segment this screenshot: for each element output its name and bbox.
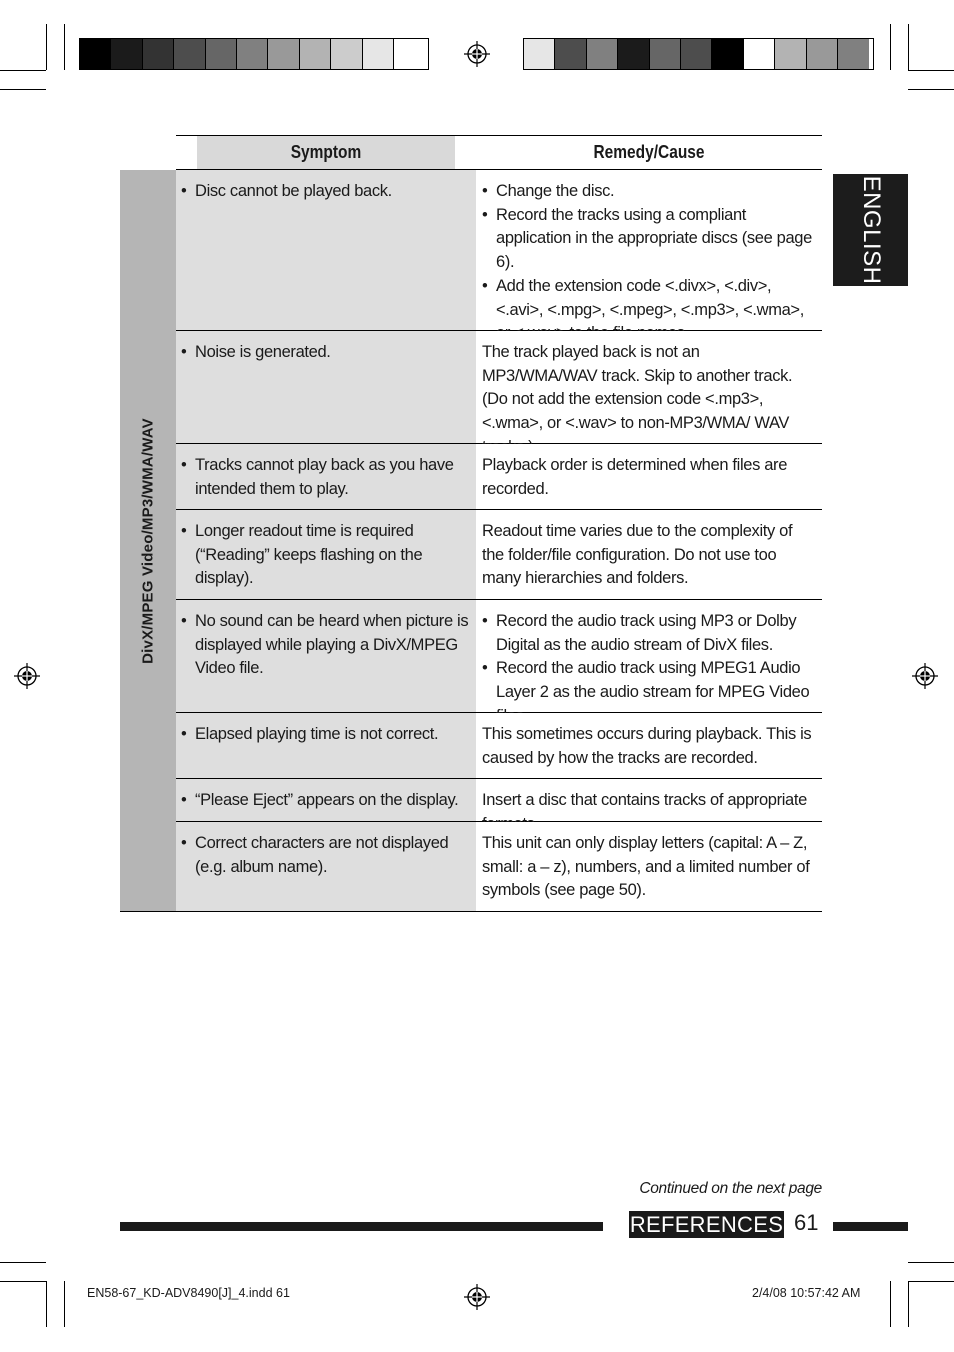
- color-swatch: [744, 39, 775, 69]
- remedy-item: [482, 204, 818, 275]
- color-swatch: [331, 39, 362, 69]
- remedy-text: This unit can only display letters (capital: A – Z, small: a – z), numbers, and a limited number of symbols (see page 50).: [482, 834, 810, 900]
- continued-note: Continued on the next page: [639, 1180, 822, 1197]
- color-swatch: [681, 39, 712, 69]
- symptom-item: [181, 180, 470, 204]
- symptom-text: Noise is generated.: [195, 343, 331, 361]
- crop-mark: [908, 70, 954, 71]
- remedy-text: Insert a disc that contains tracks of appropriate: [482, 791, 807, 809]
- crop-mark: [46, 24, 47, 70]
- crop-mark: [0, 1262, 46, 1263]
- language-tab-label: ENGLISH: [857, 175, 885, 285]
- color-swatch: [807, 39, 838, 69]
- bullet-icon: •: [181, 834, 187, 852]
- bullet-icon: •: [181, 343, 187, 361]
- color-swatch: [775, 39, 806, 69]
- symptom-cell: [176, 170, 476, 330]
- remedy-text: Readout time varies due to the complexity of the folder/file configuration. Do not use too many hierarchies and folders.: [482, 522, 793, 588]
- remedy-cell: [476, 822, 822, 911]
- remedy-cell: [476, 510, 822, 599]
- crop-mark: [908, 89, 954, 90]
- symptom-item: [181, 610, 470, 681]
- category-label: DivX/MPEG Video/MP3/WMA/WAV: [139, 417, 157, 664]
- bullet-icon: •: [482, 182, 488, 200]
- symptom-item: [181, 789, 470, 813]
- symptom-text: Disc cannot be played back.: [195, 182, 392, 200]
- symptom-text: No sound can be heard when picture is displayed while playing a DivX/MPEG Video file.: [195, 612, 469, 678]
- category-column: [120, 170, 176, 912]
- registration-mark-icon: [14, 663, 40, 689]
- color-swatch: [712, 39, 743, 69]
- registration-mark-icon: [912, 663, 938, 689]
- bullet-icon: •: [181, 522, 187, 540]
- crop-mark: [908, 1281, 954, 1282]
- symptom-text: “Please Eject” appears on the display.: [195, 791, 459, 809]
- crop-mark: [64, 24, 65, 70]
- table-row: [176, 444, 822, 510]
- symptom-item: [181, 832, 470, 879]
- page-number: 61: [794, 1210, 819, 1235]
- remedy-cell: [476, 331, 822, 443]
- bullet-icon: •: [181, 612, 187, 630]
- remedy-cell: [476, 713, 822, 778]
- symptom-cell: [176, 510, 476, 599]
- header-symptom: Symptom: [197, 136, 455, 169]
- crop-mark: [908, 24, 909, 70]
- table-row: [176, 713, 822, 779]
- crop-mark: [890, 1281, 891, 1327]
- remedy-item: [482, 180, 818, 204]
- crop-mark: [908, 1262, 954, 1263]
- remedy-cell: [476, 444, 822, 509]
- section-label: REFERENCES: [629, 1211, 784, 1237]
- color-swatch: [650, 39, 681, 69]
- symptom-cell: [176, 331, 476, 443]
- remedy-text: Change the disc.: [496, 182, 615, 200]
- color-swatch: [300, 39, 331, 69]
- symptom-text: Longer readout time is required (“Reading” keeps flashing on the display).: [195, 522, 423, 588]
- table-row: [176, 779, 822, 822]
- language-tab: [833, 174, 908, 286]
- remedy-cell: [476, 779, 822, 821]
- symptom-cell: [176, 779, 476, 821]
- table-rows: [176, 170, 822, 912]
- symptom-text: Elapsed playing time is not correct.: [195, 725, 439, 743]
- color-swatch: [618, 39, 649, 69]
- symptom-item: [181, 723, 470, 747]
- color-swatch: [237, 39, 268, 69]
- bullet-icon: •: [482, 612, 488, 630]
- remedy-text: This sometimes occurs during playback. This is caused by how the tracks are recorded.: [482, 725, 812, 767]
- color-swatch: [394, 39, 425, 69]
- crop-mark: [890, 24, 891, 70]
- header-remedy: Remedy/Cause: [593, 142, 705, 162]
- remedy-item: [482, 610, 818, 657]
- remedy-text: Add the extension code <.divx>, <.div>, <.avi>, <.mpg>, <.mpeg>, <.mp3>, <.wma>,: [496, 276, 804, 319]
- footer-bar-right: [833, 1222, 908, 1231]
- symptom-cell: [176, 822, 476, 911]
- symptom-item: [181, 341, 470, 365]
- color-swatch: [363, 39, 394, 69]
- symptom-text: Tracks cannot play back as you have intended them to play.: [195, 456, 454, 498]
- table-row: [176, 510, 822, 600]
- table-row: [176, 822, 822, 912]
- table-body: [120, 170, 822, 912]
- remedy-cell: [476, 170, 822, 330]
- remedy-text: Record the audio track using MPEG1 Audio Layer 2 as the audio stream for MPEG Video: [496, 659, 810, 702]
- crop-mark: [908, 1281, 909, 1327]
- bullet-icon: •: [181, 182, 187, 200]
- table-row: [176, 600, 822, 713]
- file-slug: EN58-67_KD-ADV8490[J]_4.indd 61: [87, 1286, 290, 1300]
- color-swatch: [143, 39, 174, 69]
- color-swatch: [838, 39, 869, 69]
- table-row: [176, 170, 822, 331]
- color-bar-left: [79, 38, 429, 70]
- color-swatch: [80, 39, 111, 69]
- bullet-icon: •: [482, 276, 488, 295]
- footer-bar-left: [120, 1222, 603, 1231]
- crop-mark: [0, 1281, 46, 1282]
- color-bar-right: [523, 38, 874, 70]
- registration-mark-icon: [464, 1284, 490, 1310]
- bullet-icon: •: [181, 456, 187, 474]
- remedy-cell: [476, 600, 822, 712]
- color-swatch: [268, 39, 299, 69]
- bullet-icon: •: [482, 659, 488, 678]
- table-header: [176, 135, 822, 170]
- remedy-text: Record the tracks using a compliant application in the appropriate discs (see page 6).: [496, 205, 812, 272]
- registration-mark-icon: [464, 41, 490, 67]
- remedy-text: Record the audio track using MP3 or Dolby Digital as the audio stream of DivX files.: [496, 612, 797, 654]
- symptom-cell: [176, 600, 476, 712]
- color-swatch: [174, 39, 205, 69]
- crop-mark: [64, 1281, 65, 1327]
- symptom-text: Correct characters are not displayed (e.g. album name).: [195, 834, 449, 876]
- crop-mark: [0, 70, 46, 71]
- crop-mark: [0, 89, 46, 90]
- color-swatch: [111, 39, 142, 69]
- remedy-text: Playback order is determined when files are recorded.: [482, 456, 788, 498]
- crop-mark: [46, 1281, 47, 1327]
- color-swatch: [206, 39, 237, 69]
- symptom-cell: [176, 713, 476, 778]
- bullet-icon: •: [181, 791, 187, 809]
- symptom-item: [181, 454, 470, 501]
- symptom-item: [181, 520, 470, 591]
- color-swatch: [587, 39, 618, 69]
- troubleshooting-table: [120, 135, 822, 912]
- color-swatch: [555, 39, 586, 69]
- table-row: [176, 331, 822, 444]
- remedy-text: The track played back is not an MP3/WMA/WAV track. Skip to another track. (Do not add the extension code <.mp3>, <.wma>, or <.wav> to non-MP3/WMA/ WAV: [482, 343, 793, 433]
- date-slug: 2/4/08 10:57:42 AM: [752, 1286, 861, 1300]
- symptom-cell: [176, 444, 476, 509]
- color-swatch: [524, 39, 555, 69]
- bullet-icon: •: [482, 205, 488, 224]
- bullet-icon: •: [181, 725, 187, 743]
